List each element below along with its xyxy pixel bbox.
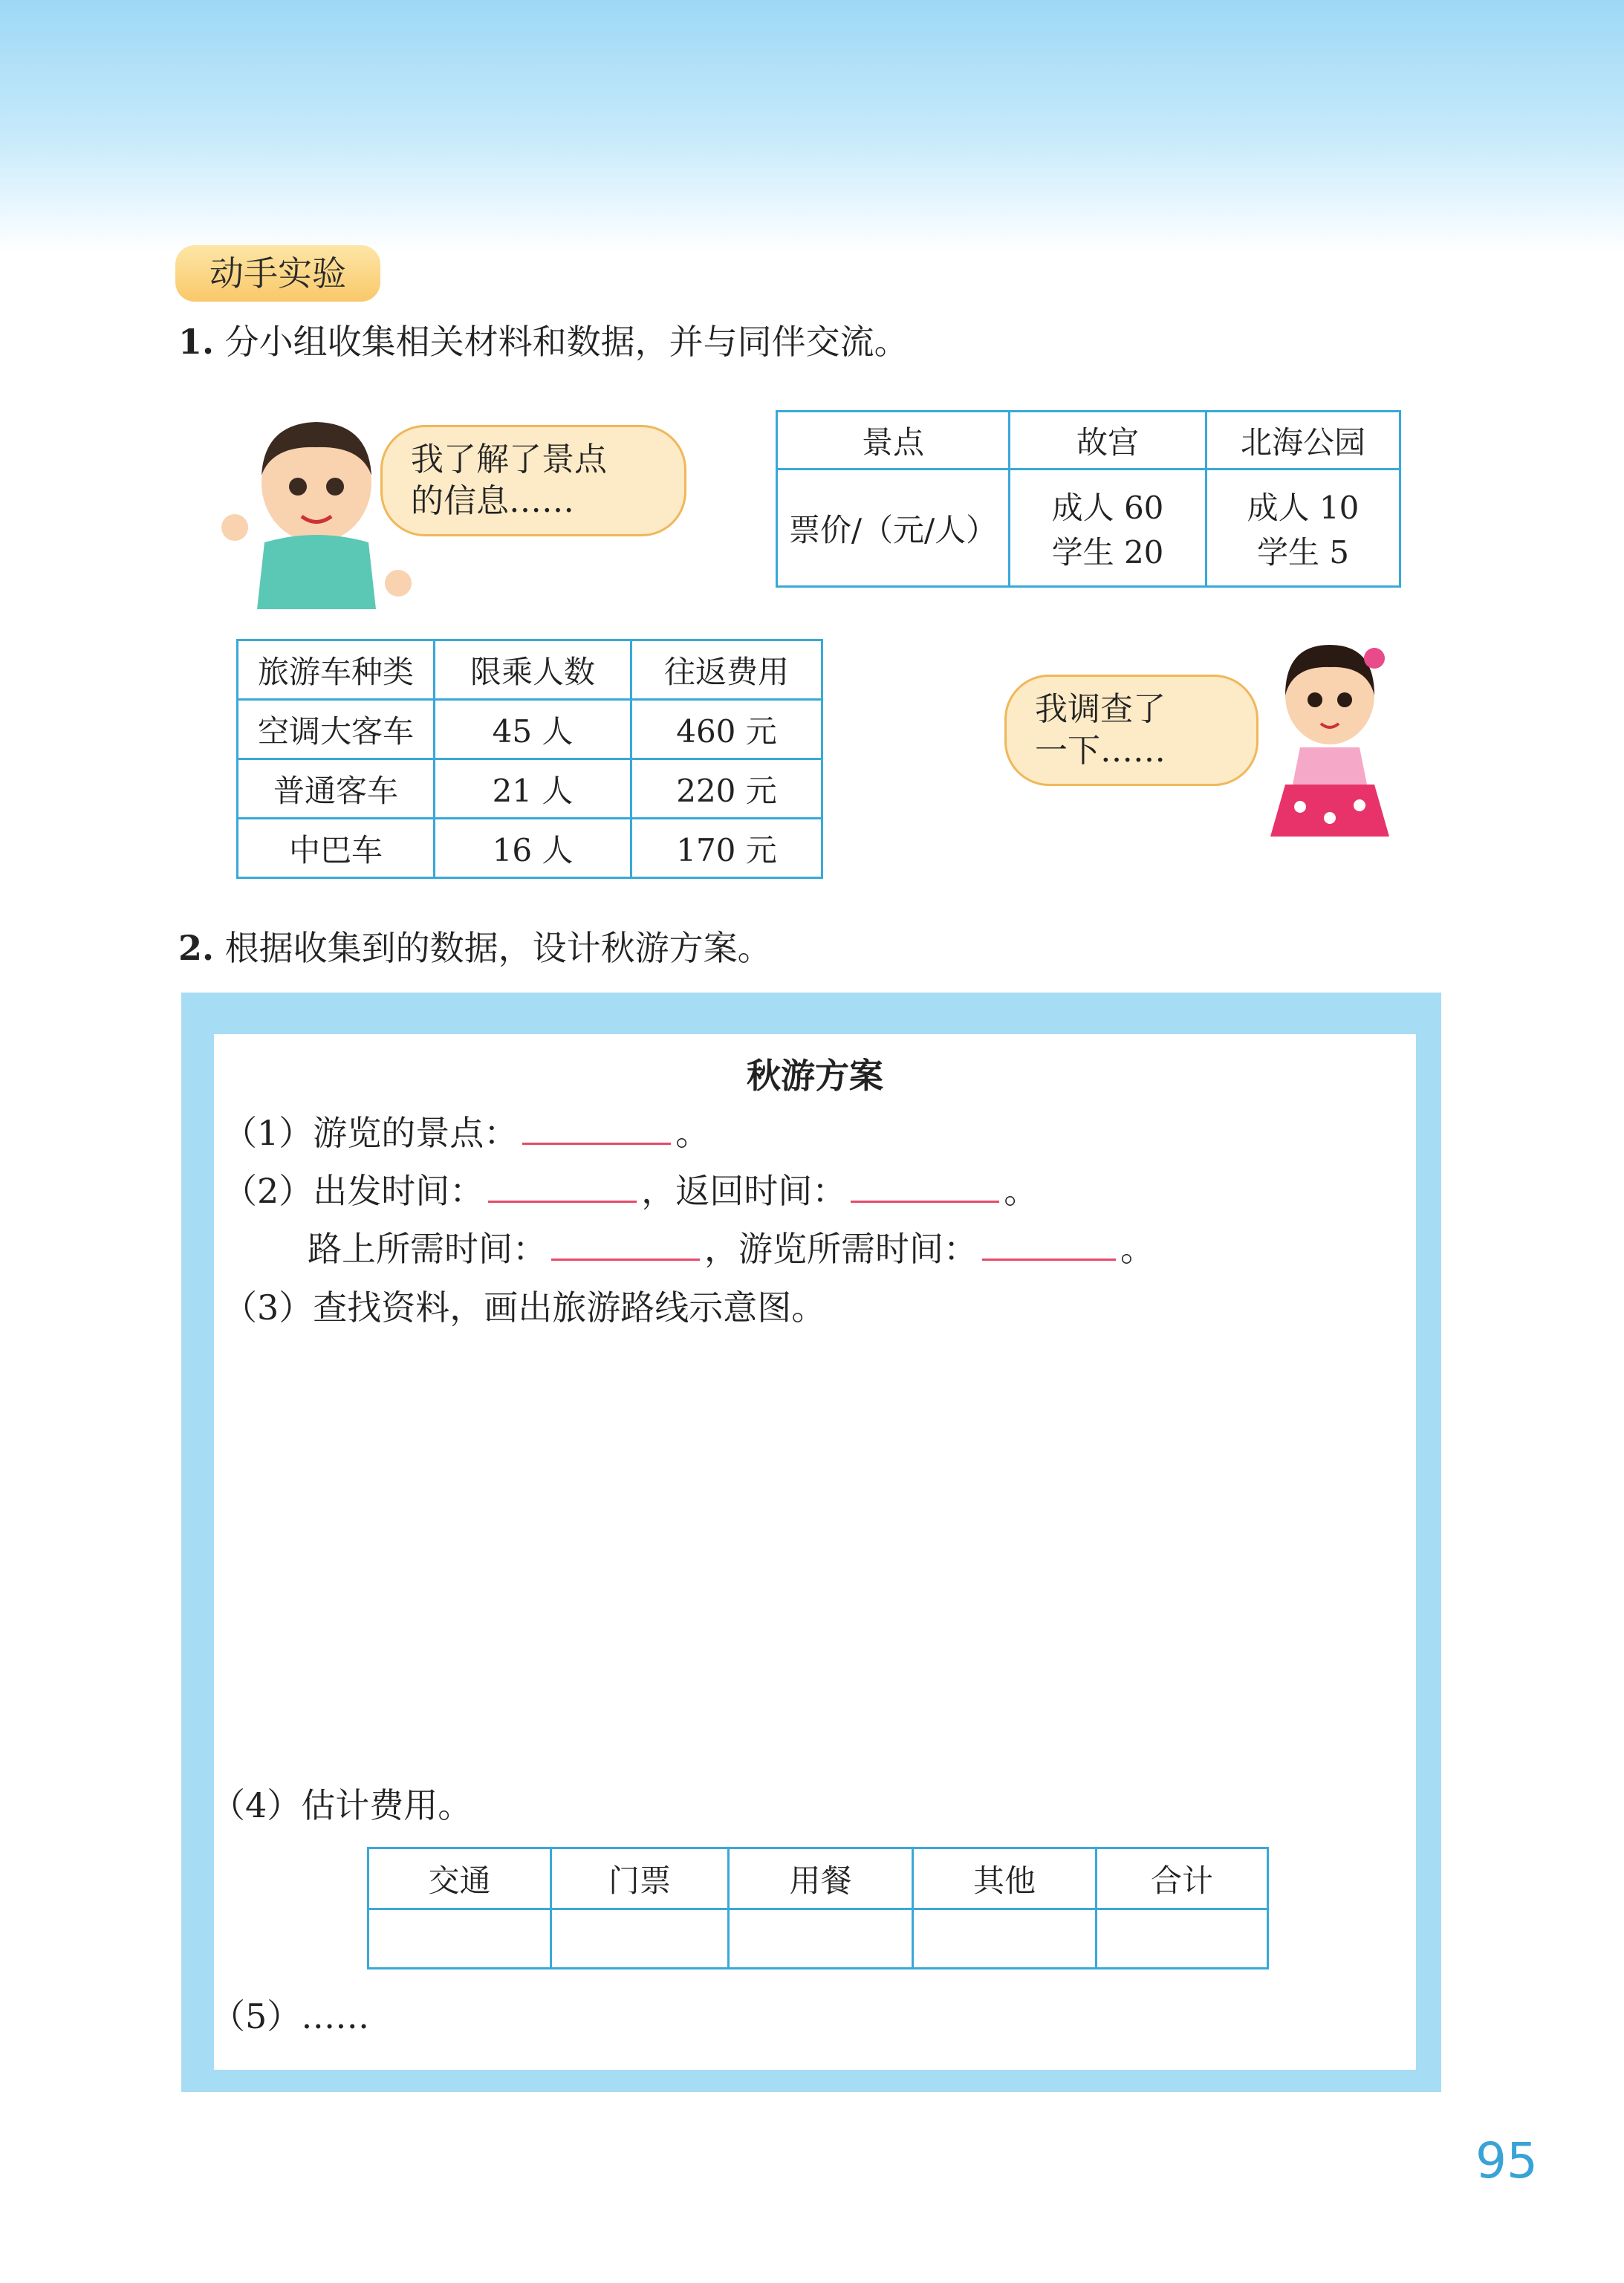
visit-time-blank[interactable] <box>982 1226 1116 1261</box>
bus-cell: 16 人 <box>435 819 631 878</box>
bus-cell: 220 元 <box>631 759 822 819</box>
cost-input-cell[interactable] <box>729 1909 913 1969</box>
cost-table <box>367 1847 1269 1969</box>
plan-item-5: （5）…… <box>211 1996 370 2036</box>
cost-header-cell: 用餐 <box>729 1848 913 1909</box>
cost-header-cell: 门票 <box>551 1848 729 1909</box>
route-drawing-area[interactable] <box>238 1352 1397 1753</box>
bus-cell: 170 元 <box>631 819 822 878</box>
question-1 <box>178 319 909 364</box>
girl-speech-bubble <box>1004 675 1258 786</box>
period: 。 <box>1004 1171 1039 1211</box>
cost-header-cell: 合计 <box>1097 1848 1268 1909</box>
page-number: 95 <box>1475 2132 1538 2189</box>
bus-cell: 45 人 <box>435 700 631 759</box>
spots-header-cell: 景点 <box>777 412 1010 470</box>
plan-item-2 <box>223 1168 1038 1213</box>
spots-header-cell: 北海公园 <box>1206 412 1400 470</box>
road-time-label: 路上所需时间： <box>308 1229 547 1269</box>
price-line: 成人 10 <box>1247 489 1360 526</box>
return-time-label: ，返回时间： <box>641 1171 847 1211</box>
cost-header-cell: 其他 <box>913 1848 1097 1909</box>
boy-bubble-line-1: 我了解了景点 <box>411 441 607 478</box>
cost-input-cell[interactable] <box>551 1909 729 1969</box>
price-line: 学生 20 <box>1051 533 1164 571</box>
scenic-spot-blank[interactable] <box>522 1110 671 1145</box>
period: 。 <box>1120 1229 1154 1269</box>
cost-input-cell[interactable] <box>1097 1909 1268 1969</box>
tour-bus-table <box>236 639 823 879</box>
cost-input-cell[interactable] <box>913 1909 1097 1969</box>
return-time-blank[interactable] <box>851 1168 999 1203</box>
boy-speech-bubble <box>380 425 686 536</box>
visit-time-label: ，游览所需时间： <box>704 1229 978 1269</box>
question-2-number: 2. <box>178 928 215 968</box>
price-line: 成人 60 <box>1051 489 1164 526</box>
bus-cell: 普通客车 <box>238 759 435 819</box>
bus-cell: 中巴车 <box>238 819 435 878</box>
question-1-text: 分小组收集相关材料和数据，并与同伴交流。 <box>224 322 909 362</box>
road-time-blank[interactable] <box>551 1226 700 1261</box>
plan-item-4: （4）估计费用。 <box>211 1785 472 1825</box>
spots-price-cell <box>1010 470 1206 587</box>
plan-item-2-label: （2）出发时间： <box>223 1171 484 1211</box>
plan-item-3: （3）查找资料，画出旅游路线示意图。 <box>223 1287 826 1328</box>
price-line: 学生 5 <box>1256 533 1350 571</box>
bus-header-cell: 限乘人数 <box>435 640 631 700</box>
plan-item-2-line-2 <box>308 1226 1154 1271</box>
spots-price-cell <box>1206 470 1400 587</box>
plan-item-1-label: （1）游览的景点： <box>223 1113 519 1153</box>
question-2-text: 根据收集到的数据，设计秋游方案。 <box>224 928 772 968</box>
girl-bubble-line-1: 我调查了 <box>1035 690 1166 728</box>
bus-cell: 21 人 <box>435 759 631 819</box>
plan-item-1 <box>223 1110 709 1155</box>
cost-input-cell[interactable] <box>368 1909 551 1969</box>
period: 。 <box>675 1113 710 1153</box>
bus-cell: 空调大客车 <box>238 700 435 759</box>
plan-title: 秋游方案 <box>747 1056 883 1096</box>
girl-bubble-line-2: 一下…… <box>1035 732 1166 770</box>
page-header-band <box>0 0 1624 253</box>
spots-row-label: 票价/（元/人） <box>777 470 1010 587</box>
boy-bubble-line-2: 的信息…… <box>411 482 574 520</box>
spots-header-cell: 故宫 <box>1010 412 1206 470</box>
cost-header-cell: 交通 <box>368 1848 551 1909</box>
girl-illustration <box>1256 636 1404 844</box>
section-tag: 动手实验 <box>175 245 380 302</box>
bus-header-cell: 旅游车种类 <box>238 640 435 700</box>
departure-time-blank[interactable] <box>488 1168 637 1203</box>
question-2 <box>178 926 772 970</box>
bus-header-cell: 往返费用 <box>631 640 822 700</box>
bus-cell: 460 元 <box>631 700 822 759</box>
question-1-number: 1. <box>178 322 215 362</box>
scenic-spots-table <box>776 410 1401 588</box>
